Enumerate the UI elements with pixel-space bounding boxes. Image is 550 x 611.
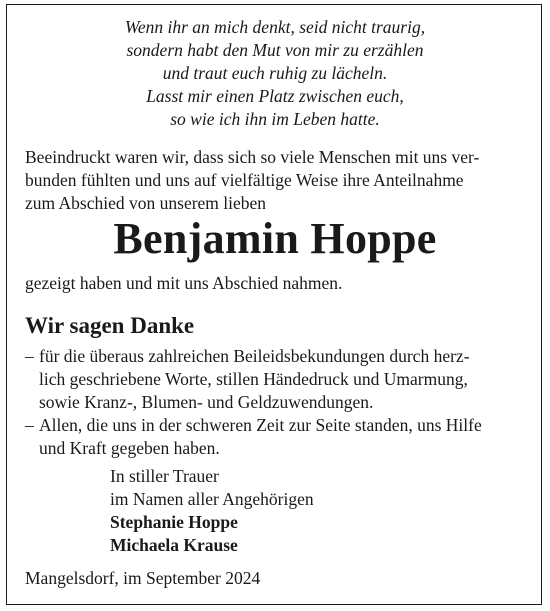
after-name-text: gezeigt haben und mit uns Abschied nahmen. [25,273,343,293]
place-date: Mangelsdorf, im September 2024 [25,568,261,588]
poem-line: Lasst mir einen Platz zwischen euch, [146,86,404,106]
thanks-heading: Wir sagen Danke [25,313,195,338]
list-item-line: Allen, die uns in der schweren Zeit zur Seite standen, uns Hilfe [39,415,482,435]
poem-line: sondern habt den Mut von mir zu erzählen [126,40,424,60]
thanks-list [25,345,530,460]
list-item-line: sowie Kranz-, Blumen- und Geldzuwendungen. [39,392,374,412]
signoff-line: In stiller Trauer [110,466,219,486]
poem-line: so wie ich ihn im Leben hatte. [170,109,380,129]
list-item [25,414,530,460]
poem-line: Wenn ihr an mich denkt, seid nicht traurig, [124,17,426,37]
poem [0,16,550,131]
list-item-line: für die überaus zahlreichen Beileidsbekundungen durch herz- [39,346,470,366]
deceased-name: Benjamin Hoppe [113,214,437,263]
list-item [25,345,530,414]
list-item-line: und Kraft gegeben haben. [39,438,220,458]
poem-line: und traut euch ruhig zu lächeln. [162,63,388,83]
intro-line: Beeindruckt waren wir, dass sich so viele Menschen mit uns ver- [25,147,480,167]
intro-paragraph [25,146,530,215]
dash-bullet: – [25,346,34,366]
intro-line: zum Abschied von unserem lieben [25,193,267,213]
signoff-line: im Namen aller Angehörigen [110,489,314,509]
dash-bullet: – [25,415,34,435]
list-item-line: lich geschriebene Worte, stillen Händedruck und Umarmung, [39,369,468,389]
signoff [110,465,314,557]
signer-name: Michaela Krause [110,535,238,555]
intro-line: bunden fühlten und uns auf vielfältige Weise ihre Anteilnahme [25,170,464,190]
signer-name: Stephanie Hoppe [110,512,238,532]
